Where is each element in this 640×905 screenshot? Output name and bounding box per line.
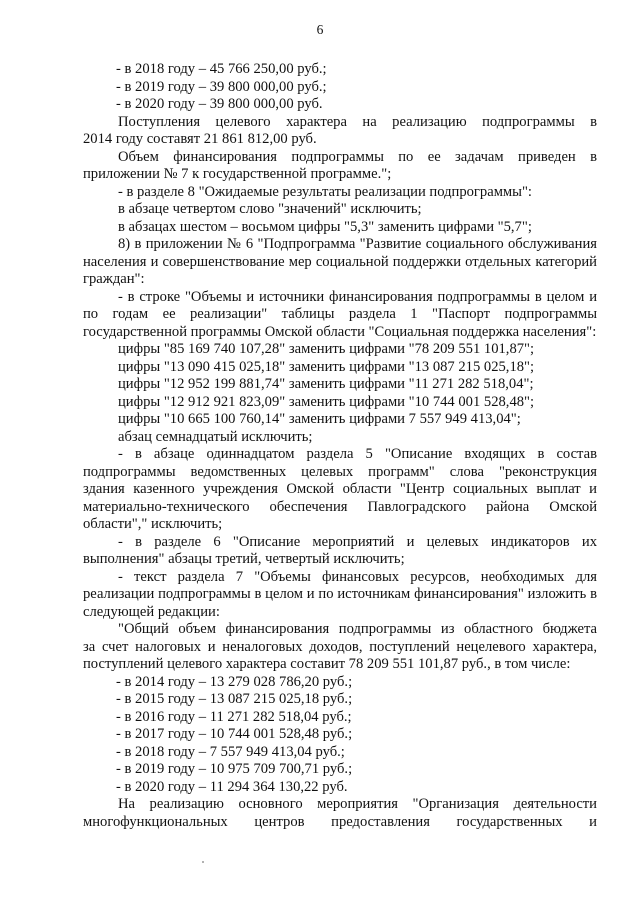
text-line: приложении № 7 к государственной программе.";: [83, 166, 392, 182]
text-line: - в 2018 году – 45 766 250,00 руб.;: [116, 61, 327, 77]
text-line: - в абзаце одиннадцатом раздела 5 "Описание входящих в состав: [118, 446, 597, 462]
text-line: - в 2020 году – 11 294 364 130,22 руб.: [116, 778, 348, 795]
text-line: цифры "12 912 921 823,09" заменить цифрами "10 744 001 528,48";: [118, 393, 535, 410]
text-line: здания казенного учреждения Омской области "Центр социальных выплат и: [83, 481, 597, 497]
text-line: реализации подпрограммы в целом и по источникам финансирования" изложить в: [83, 586, 597, 602]
text-line: Объем финансирования подпрограммы по ее задачам приведен в: [118, 148, 597, 165]
text-line: цифры "85 169 740 107,28" заменить цифрами "78 209 551 101,87";: [118, 341, 535, 357]
text-line: следующей редакции:: [83, 603, 220, 620]
text-line: - в 2019 году – 39 800 000,00 руб.;: [116, 78, 327, 95]
text-line: - в строке "Объемы и источники финансирования подпрограммы в целом и: [118, 288, 597, 305]
text-line: населения и совершенствование мер социальной поддержки отдельных категорий: [83, 253, 597, 270]
text-line: - в 2015 году – 13 087 215 025,18 руб.;: [116, 691, 353, 707]
text-line: - текст раздела 7 "Объемы финансовых ресурсов, необходимых для: [118, 568, 597, 585]
text-line: многофункциональных центров предоставления государственных и: [83, 813, 597, 830]
text-line: выполнения" абзацы третий, четвертый исключить;: [83, 551, 405, 567]
text-line: в абзацах шестом – восьмом цифры "5,3" заменить цифрами "5,7";: [118, 218, 532, 235]
scan-artifact: [202, 861, 204, 863]
text-line: - в разделе 8 "Ожидаемые результаты реализации подпрограммы":: [118, 183, 532, 200]
text-line: - в 2014 году – 13 279 028 786,20 руб.;: [116, 673, 353, 690]
text-line: 2014 году составят 21 861 812,00 руб.: [83, 131, 317, 147]
page-number: 6: [316, 22, 324, 37]
document-body: [83, 61, 597, 831]
text-line: подпрограммы ведомственных целевых программ" слова "реконструкция: [83, 463, 597, 480]
text-line: материально-технического обеспечения Павлоградского района Омской: [83, 498, 597, 515]
text-line: граждан":: [83, 271, 145, 287]
text-line: по годам ее реализации" таблицы раздела 1 "Паспорт подпрограммы: [83, 306, 597, 322]
text-line: абзац семнадцатый исключить;: [118, 428, 313, 445]
text-line: цифры "12 952 199 881,74" заменить цифрами "11 271 282 518,04";: [118, 376, 534, 392]
text-line: государственной программы Омской области "Социальная поддержка населения":: [83, 323, 597, 340]
text-line: в абзаце четвертом слово "значений" исключить;: [118, 201, 422, 217]
text-line: - в 2017 году – 10 744 001 528,48 руб.;: [116, 726, 353, 742]
text-line: - в 2019 году – 10 975 709 700,71 руб.;: [116, 761, 353, 777]
text-line: за счет налоговых и неналоговых доходов, поступлений нецелевого характера,: [83, 638, 597, 655]
text-line: - в 2016 году – 11 271 282 518,04 руб.;: [116, 708, 352, 725]
text-line: области"," исключить;: [83, 516, 223, 532]
text-line: "Общий объем финансирования подпрограммы из областного бюджета: [118, 621, 597, 637]
text-line: Поступления целевого характера на реализацию подпрограммы в: [118, 113, 597, 130]
text-line: - в разделе 6 "Описание мероприятий и целевых индикаторов их: [118, 533, 597, 550]
text-line: цифры "10 665 100 760,14" заменить цифрами 7 557 949 413,04";: [118, 411, 521, 427]
text-line: поступлений целевого характера составит 78 209 551 101,87 руб., в том числе:: [83, 656, 571, 672]
text-line: - в 2018 году – 7 557 949 413,04 руб.;: [116, 743, 345, 760]
text-line: На реализацию основного мероприятия "Организация деятельности: [118, 796, 597, 812]
text-line: - в 2020 году – 39 800 000,00 руб.: [116, 96, 323, 112]
text-line: цифры "13 090 415 025,18" заменить цифрами "13 087 215 025,18";: [118, 358, 535, 375]
text-line: 8) в приложении № 6 "Подпрограмма "Развитие социального обслуживания: [118, 236, 597, 252]
